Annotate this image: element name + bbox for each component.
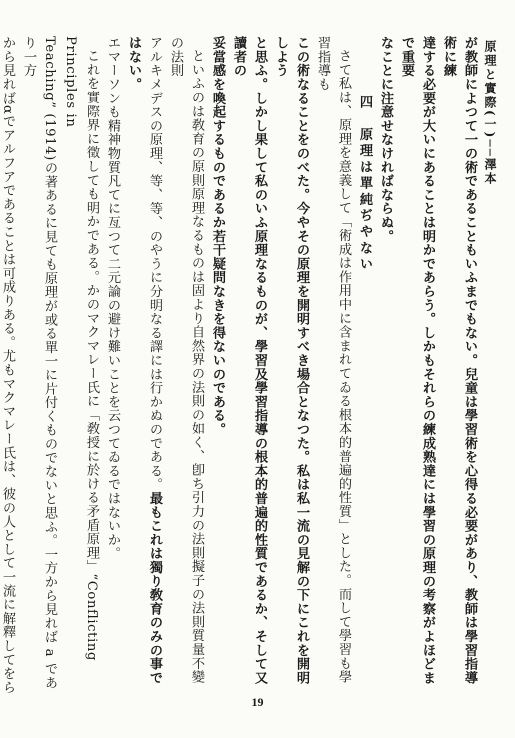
text-line [270,36,312,696]
text-segment: から見れば [0,36,15,105]
text-line [0,36,18,696]
text-segment: が教師によつて一の術であることもいふまでもない。兒童は學習術を心得る必要があり、教師は學習指導術に練 [441,36,477,685]
text-segment: Teaching” (1914)の著あるに見ても原理が或る單一に片付くものでないと思ふ。一方から見れば a であり一方 [21,36,57,690]
text-segment: これを實際界に徵しても明かである。かのマクマレー氏に「敎授に於ける矛盾原理」“Conflicting Principles in [63,36,99,662]
text-line [60,36,102,696]
text-line [102,36,123,696]
text-line [18,36,60,696]
text-line [312,36,354,696]
section-heading [354,36,375,696]
text-segment: と思ふ。しかし果して私のいふ原理なるものが、學習及學習指導の根本的普遍的性質であるか、そして又讀者の [231,36,267,685]
text-line [438,36,480,696]
text-line [207,36,228,696]
text-line [375,36,396,696]
text-segment: αでアルフア [0,105,15,184]
text-line [123,36,165,696]
text-segment: アルキメデスの原理、等、等、のやうに分明なる譯には行かぬのである。 [147,36,162,492]
text-segment: 達する必要が大いにあることは明かであらう。しかもそれらの練成熟達には學習の原理の考察がよほどまで重要 [399,36,435,685]
text-segment: であることは可成りある。尤もマクマレー氏は、彼の人として一流に解釋してをら [0,183,15,695]
text-line [396,36,438,696]
text-segment: エマーソンも精神物質凡てに亙つて二元論の避け難いことを云つてゐるではないか。 [105,36,120,561]
text-segment: なことに注意せなければならぬ。 [378,36,393,243]
text-segment: 妥當感を喚起するものであるか若干疑問なきを得ないのである。 [210,36,225,437]
running-head: 原理と實際(一)──澤本 [483,40,497,186]
text-line [228,36,270,696]
text-segment: 最もこれは獨り敎育のみの事ではない。 [126,36,162,685]
text-segment: 四 原理は單純ぢやない [357,95,372,274]
text-line [165,36,207,696]
text-segment: といふのは敎育の原則原理なるものは固より自然界の法則の如く、卽ち引力の法則擬子の法則質量不變の法則 [168,36,204,684]
text-segment: この術なることをのべた。今やその原理を開明すべき場合となつた。私は私一流の見解の下にこれを開明しよう [273,36,309,685]
page-number: 19 [251,695,264,709]
body-text [0,36,480,696]
text-segment: さて私は、原理を意義して「術成は作用中に含まれてゐる根本的普遍的性質」とした。而して學習も學習指導も [315,36,351,684]
